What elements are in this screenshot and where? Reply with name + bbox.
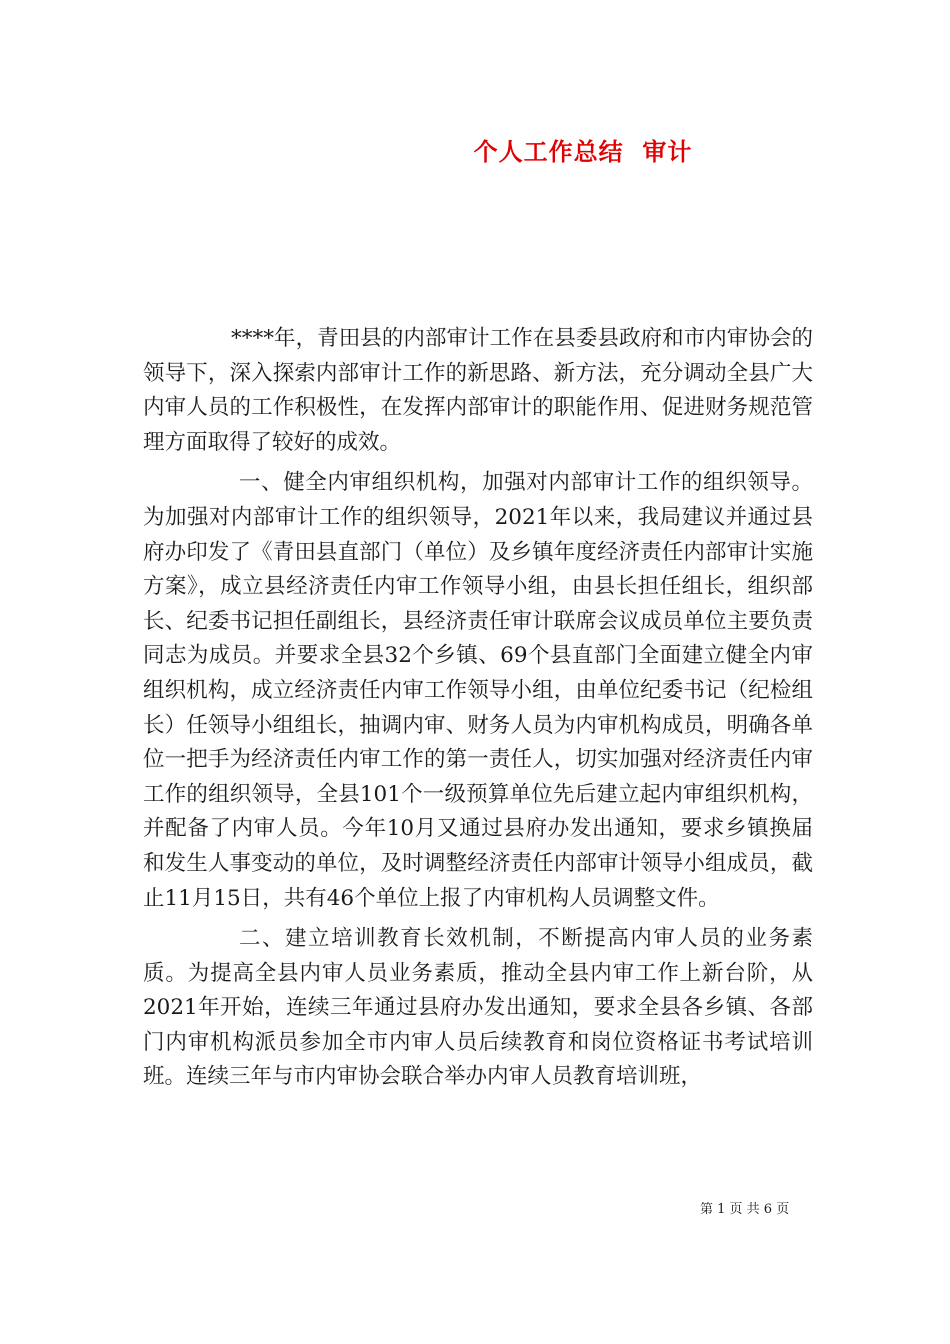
page-title: 个人工作总结 审计 [473,138,693,166]
page-number: 第 1 页 共 6 页 [700,1202,790,1217]
document-body [143,322,813,1101]
paragraph-section-two: 二、建立培训教育长效机制，不断提高内审人员的业务素质。为提高全县内审人员业务素质，推动全县内审工作上新台阶，从2021年开始，连续三年通过县府办发出通知，要求全县各乡镇、各部门内审机构派员参加全市内审人员后续教育和岗位资格证书考试培训班。连续三年与市内审协会联合举办内审人员教育培训班， [143,926,813,1090]
paragraph-section-one: 一、健全内审组织机构，加强对内部审计工作的组织领导。为加强对内部审计工作的组织领导，2021年以来，我局建议并通过县府办印发了《青田县直部门（单位）及乡镇年度经济责任内部审计实施方案》，成立县经济责任内审工作领导小组，由县长担任组长，组织部长、纪委书记担任副组长，县经济责任审计联席会议成员单位主要负责同志为成员。并要求全县32个乡镇、69个县直部门全面建立健全内审组织机构，成立经济责任内审工作领导小组，由单位纪委书记（纪检组长）任领导小组组长，抽调内审、财务人员为内审机构成员，明确各单位一把手为经济责任内审工作的第一责任人，切实加强对经济责任内审工作的组织领导，全县101个一级预算单位先后建立起内审组织机构，并配备了内审人员。今年10月又通过县府办发出通知，要求乡镇换届和发生人事变动的单位，及时调整经济责任内部审计领导小组成员，截止11月15日，共有46个单位上报了内审机构人员调整文件。 [143,470,813,911]
paragraph-intro: ****年，青田县的内部审计工作在县委县政府和市内审协会的领导下，深入探索内部审计工作的新思路、新方法，充分调动全县广大内审人员的工作积极性，在发挥内部审计的职能作用、促进财务规范管理方面取得了较好的成效。 [143,326,813,455]
